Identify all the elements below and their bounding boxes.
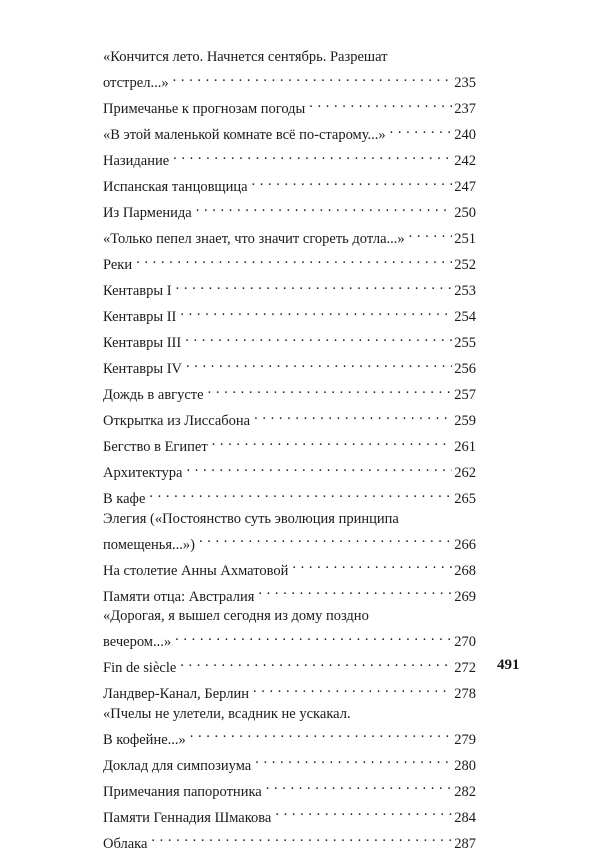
dot-leader: [253, 679, 452, 699]
toc-entry-title-line: Архитектура: [103, 464, 182, 484]
toc-entry-page: 279: [454, 731, 476, 751]
toc-entry-page: 262: [454, 464, 476, 484]
toc-entry-title-line: «В этой маленькой комнате всё по-старому...»: [103, 126, 386, 146]
dot-leader: [390, 120, 453, 140]
toc-entry-page: 261: [454, 438, 476, 458]
toc-entry-title-line: Кентавры II: [103, 308, 176, 328]
toc-entry: [103, 679, 476, 705]
toc-entry-last-line: [103, 776, 476, 802]
toc-entry-page: 242: [454, 152, 476, 172]
toc-entry-last-line: [103, 653, 476, 679]
toc-entry-last-line: [103, 380, 476, 406]
toc-entry-last-line: [103, 458, 476, 484]
toc-entry-last-line: [103, 581, 476, 607]
toc-entry-title-line: Из Парменида: [103, 204, 192, 224]
toc-entry: [103, 607, 476, 653]
toc-entry: [103, 484, 476, 510]
toc-entry-page: 256: [454, 360, 476, 380]
toc-entry-title-line: помещенья...»): [103, 536, 195, 556]
toc-entry-title-line: Памяти Геннадия Шмакова: [103, 809, 271, 829]
toc-entry-page: 253: [454, 282, 476, 302]
dot-leader: [196, 198, 453, 218]
toc-entry-last-line: [103, 406, 476, 432]
toc-entry: [103, 705, 476, 751]
toc-entry-title-line: Реки: [103, 256, 132, 276]
toc-entry: [103, 510, 476, 556]
toc-entry-title-line: Элегия («Постоянство суть эволюция принципа: [103, 510, 476, 530]
toc-entry-last-line: [103, 802, 476, 828]
dot-leader: [266, 776, 453, 796]
toc-entry-title-line: вечером...»: [103, 633, 171, 653]
toc-entry: [103, 198, 476, 224]
toc-entry-title-line: Дождь в августе: [103, 386, 204, 406]
toc-entry-page: 237: [454, 100, 476, 120]
dot-leader: [275, 802, 452, 822]
toc-entry-last-line: [103, 354, 476, 380]
toc-entry-page: 235: [454, 74, 476, 94]
toc-entry-title-line: Доклад для симпозиума: [103, 757, 251, 777]
toc-entry: [103, 48, 476, 94]
toc-entry-last-line: [103, 529, 476, 555]
toc-entry-page: 247: [454, 178, 476, 198]
dot-leader: [409, 224, 453, 244]
toc-entry-last-line: [103, 679, 476, 705]
dot-leader: [208, 380, 453, 400]
toc-entry: [103, 750, 476, 776]
toc-entry-last-line: [103, 224, 476, 250]
toc-entry: [103, 406, 476, 432]
toc-entry: [103, 94, 476, 120]
dot-leader: [151, 828, 452, 848]
toc-entry-page: 257: [454, 386, 476, 406]
toc-entry-page: 272: [454, 659, 476, 679]
toc-entry-title-line: «Пчелы не улетели, всадник не ускакал.: [103, 705, 476, 725]
toc-entry-title-line: «Только пепел знает, что значит сгореть дотла...»: [103, 230, 405, 250]
dot-leader: [254, 406, 452, 426]
toc-entry: [103, 581, 476, 607]
toc-entry-page: 266: [454, 536, 476, 556]
toc-entry-last-line: [103, 68, 476, 94]
toc-entry-last-line: [103, 555, 476, 581]
toc-entry-last-line: [103, 432, 476, 458]
toc-entry-title-line: Облака: [103, 835, 147, 854]
toc-entry: [103, 276, 476, 302]
toc-entry-page: 259: [454, 412, 476, 432]
toc-entry-title-line: Памяти отца: Австралия: [103, 588, 254, 608]
dot-leader: [186, 354, 452, 374]
toc-entry: [103, 380, 476, 406]
dot-leader: [186, 458, 452, 478]
page-number: 491: [497, 657, 520, 674]
dot-leader: [136, 250, 452, 270]
toc-entry-page: 254: [454, 308, 476, 328]
dot-leader: [185, 328, 452, 348]
toc-entry: [103, 250, 476, 276]
toc-entry-title-line: Примечанье к прогнозам погоды: [103, 100, 305, 120]
toc-entry-title-line: На столетие Анны Ахматовой: [103, 562, 288, 582]
toc-entry-title-line: Кентавры I: [103, 282, 172, 302]
dot-leader: [149, 484, 452, 504]
toc-entry: [103, 328, 476, 354]
table-of-contents: [103, 48, 476, 854]
toc-entry-last-line: [103, 627, 476, 653]
toc-entry-page: 270: [454, 633, 476, 653]
dot-leader: [292, 555, 452, 575]
toc-entry-title-line: Примечания папоротника: [103, 783, 262, 803]
toc-entry-page: 265: [454, 490, 476, 510]
toc-entry-page: 250: [454, 204, 476, 224]
toc-entry-title-line: «Кончится лето. Начнется сентябрь. Разрешат: [103, 48, 476, 68]
toc-entry-title-line: Кентавры III: [103, 334, 181, 354]
toc-entry-last-line: [103, 302, 476, 328]
toc-entry-last-line: [103, 328, 476, 354]
toc-entry-title-line: Fin de siècle: [103, 659, 176, 679]
dot-leader: [176, 276, 453, 296]
toc-entry: [103, 555, 476, 581]
toc-entry-page: 278: [454, 685, 476, 705]
toc-entry: [103, 172, 476, 198]
toc-entry: [103, 302, 476, 328]
toc-entry-title-line: Ландвер-Канал, Берлин: [103, 685, 249, 705]
toc-entry: [103, 354, 476, 380]
toc-entry: [103, 802, 476, 828]
toc-entry-title-line: Кентавры IV: [103, 360, 182, 380]
toc-entry-last-line: [103, 198, 476, 224]
toc-entry-page: 252: [454, 256, 476, 276]
toc-entry-title-line: отстрел...»: [103, 74, 169, 94]
dot-leader: [252, 172, 453, 192]
toc-entry: [103, 458, 476, 484]
toc-entry: [103, 224, 476, 250]
dot-leader: [212, 432, 453, 452]
toc-entry-title-line: Испанская танцовщица: [103, 178, 248, 198]
dot-leader: [173, 68, 453, 88]
toc-entry: [103, 776, 476, 802]
toc-entry: [103, 653, 476, 679]
dot-leader: [255, 750, 452, 770]
toc-entry-title-line: В кофейне...»: [103, 731, 186, 751]
toc-entry-last-line: [103, 94, 476, 120]
toc-entry-last-line: [103, 250, 476, 276]
toc-entry-page: 284: [454, 809, 476, 829]
toc-entry-last-line: [103, 484, 476, 510]
dot-leader: [180, 302, 452, 322]
toc-entry-page: 282: [454, 783, 476, 803]
toc-entry-last-line: [103, 172, 476, 198]
toc-entry-last-line: [103, 146, 476, 172]
toc-entry-last-line: [103, 276, 476, 302]
dot-leader: [309, 94, 452, 114]
toc-entry-page: 269: [454, 588, 476, 608]
toc-entry: [103, 146, 476, 172]
toc-entry-title-line: Бегство в Египет: [103, 438, 208, 458]
toc-entry-page: 255: [454, 334, 476, 354]
toc-entry-page: 287: [454, 835, 476, 854]
toc-entry-last-line: [103, 120, 476, 146]
toc-entry: [103, 432, 476, 458]
toc-entry-title-line: «Дорогая, я вышел сегодня из дому поздно: [103, 607, 476, 627]
dot-leader: [180, 653, 452, 673]
dot-leader: [258, 581, 452, 601]
toc-entry-page: 268: [454, 562, 476, 582]
toc-entry-last-line: [103, 828, 476, 854]
toc-entry-last-line: [103, 750, 476, 776]
toc-entry-page: 251: [454, 230, 476, 250]
toc-entry-title-line: Назидание: [103, 152, 169, 172]
toc-entry: [103, 120, 476, 146]
toc-entry: [103, 828, 476, 854]
dot-leader: [199, 529, 452, 549]
dot-leader: [173, 146, 452, 166]
toc-entry-last-line: [103, 724, 476, 750]
dot-leader: [175, 627, 452, 647]
dot-leader: [190, 724, 452, 744]
toc-entry-page: 240: [454, 126, 476, 146]
toc-entry-title-line: В кафе: [103, 490, 145, 510]
toc-entry-title-line: Открытка из Лиссабона: [103, 412, 250, 432]
toc-entry-page: 280: [454, 757, 476, 777]
